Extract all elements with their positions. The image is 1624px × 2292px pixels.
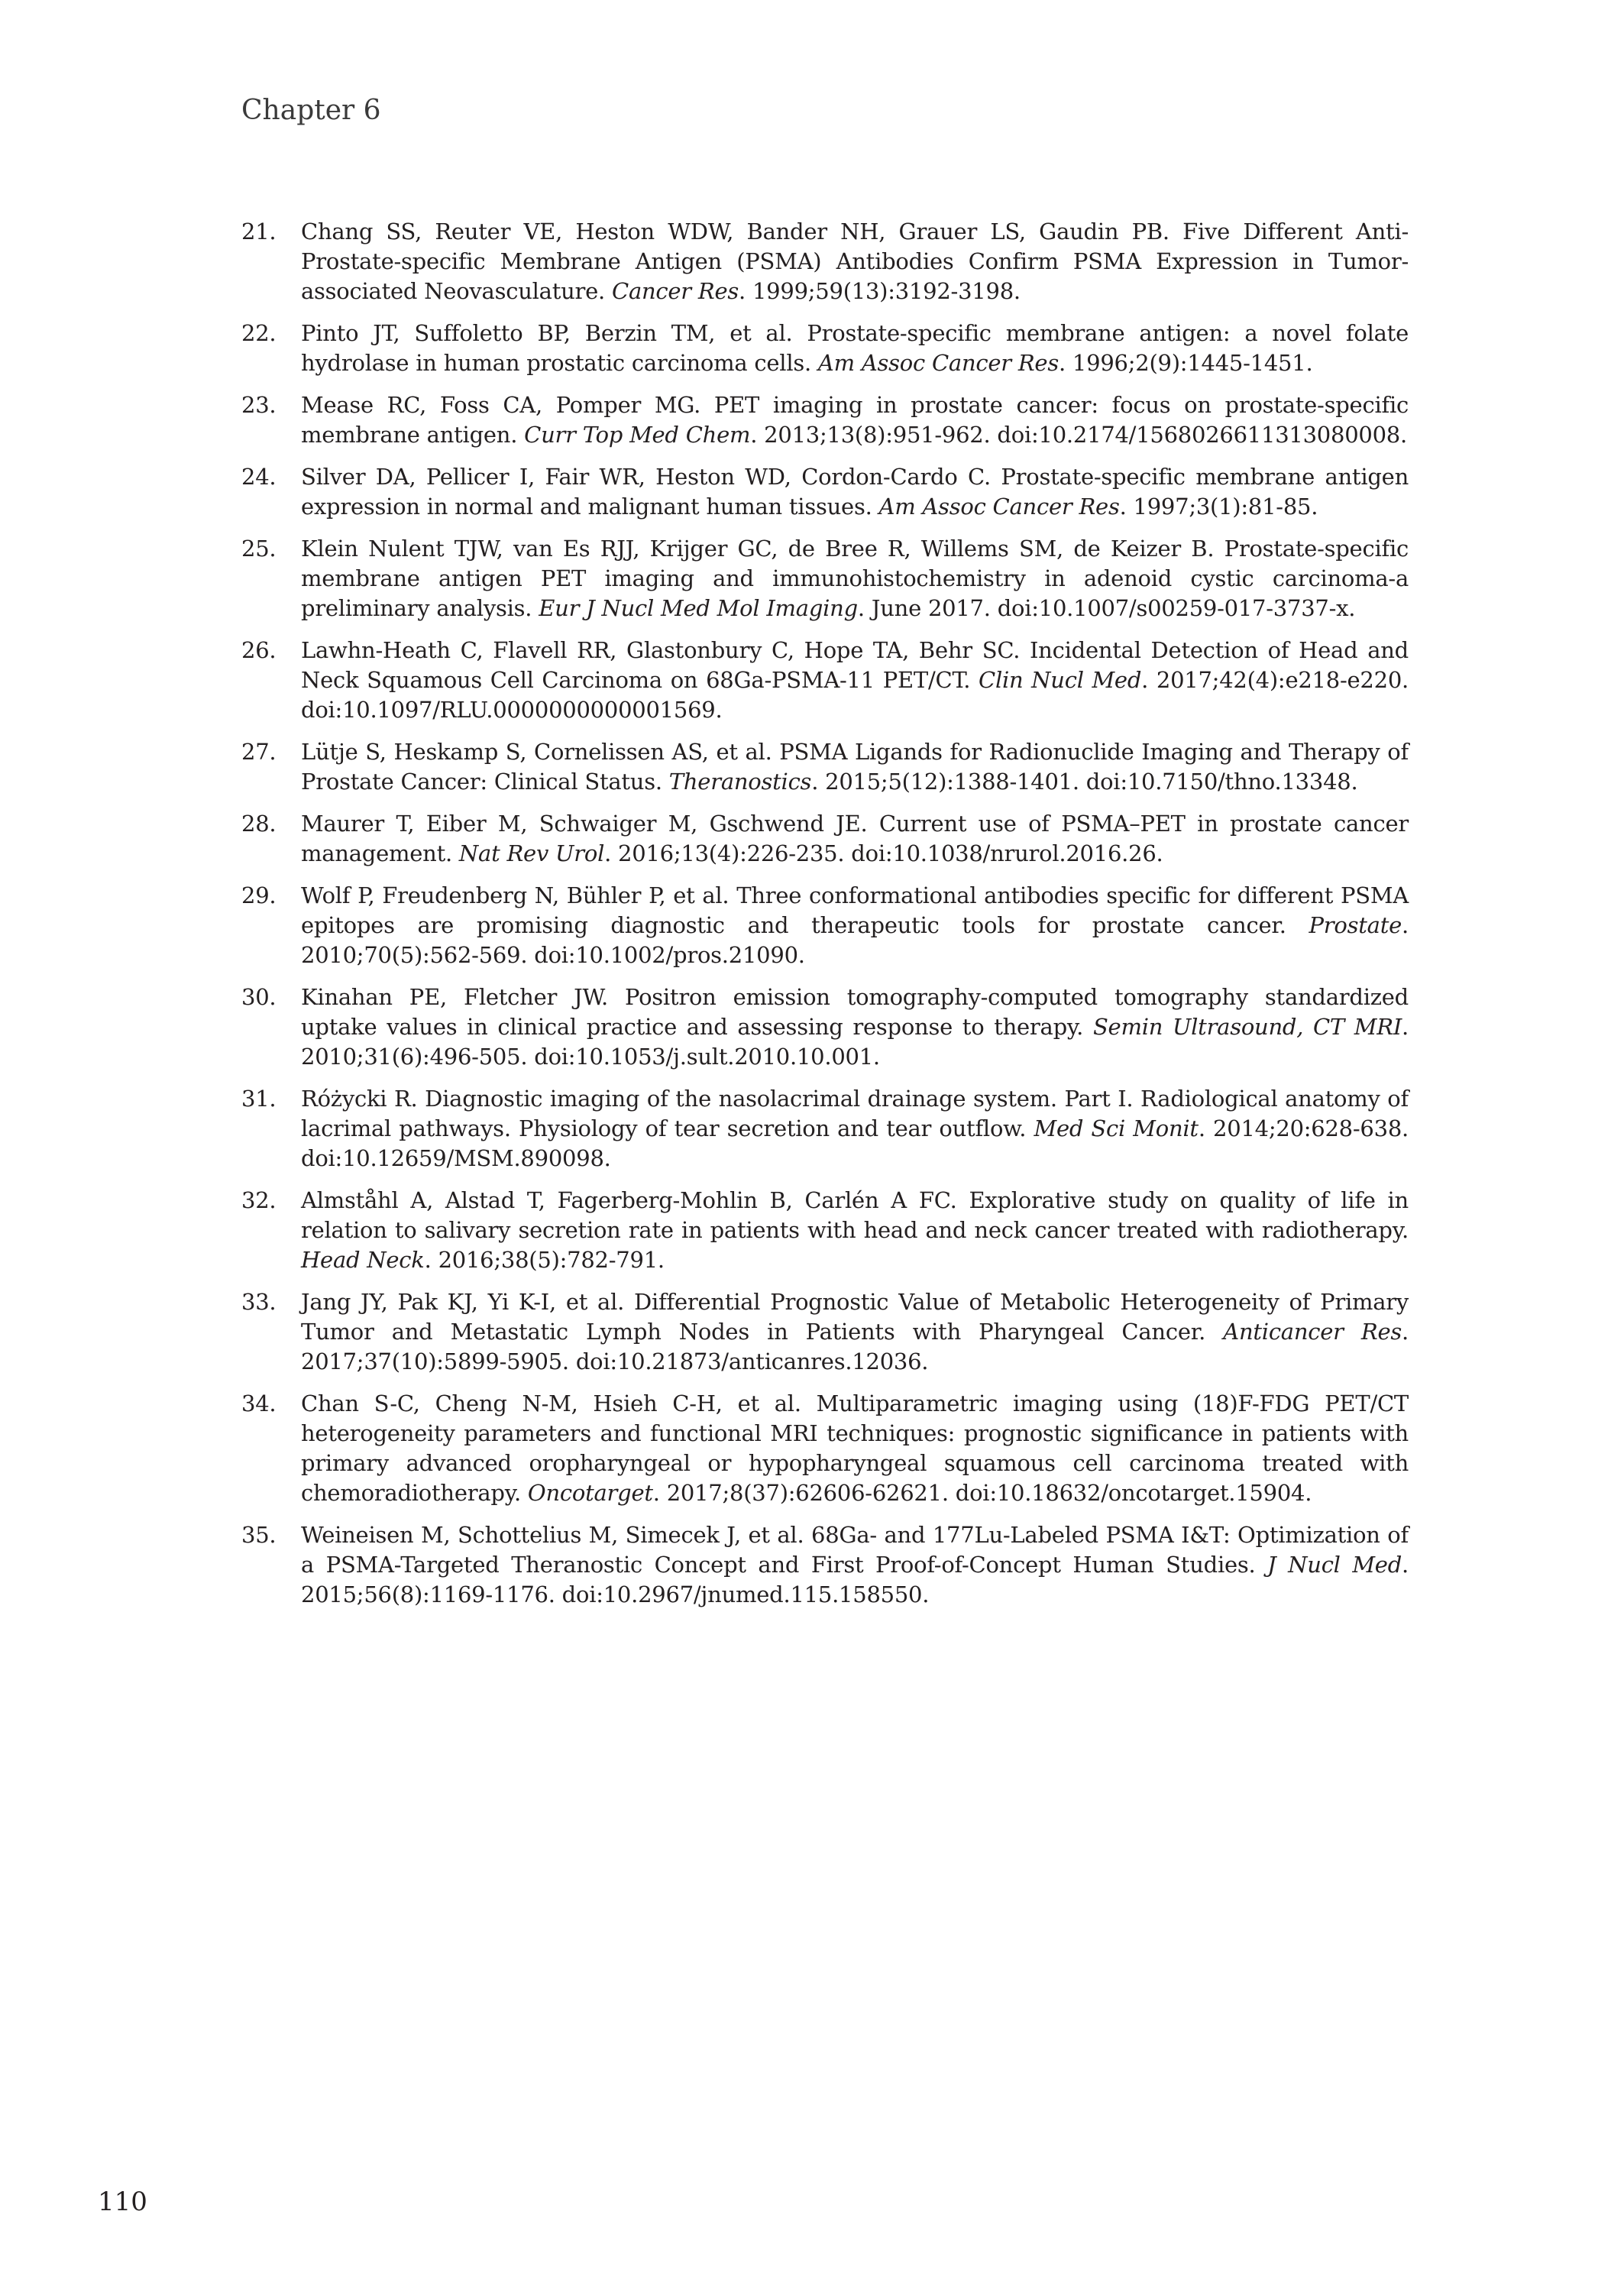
reference-citation: . 1999;59(13):3192-3198. xyxy=(739,278,1021,304)
reference-text xyxy=(301,1187,1409,1273)
reference-number: 35. xyxy=(241,1522,277,1548)
reference-number: 34. xyxy=(241,1390,277,1416)
reference-citation: . 2015;5(12):1388-1401. doi:10.7150/thno.13348. xyxy=(811,769,1358,795)
reference-authors-title: Mease RC, Foss CA, Pomper MG. PET imaging in prostate cancer: focus on prostate-specific membrane antigen. xyxy=(301,392,1409,448)
reference-item xyxy=(241,462,1409,522)
reference-text xyxy=(301,637,1409,723)
reference-journal: Med Sci Monit xyxy=(1034,1115,1199,1141)
reference-citation: . 2010;70(5):562-569. doi:10.1002/pros.21090. xyxy=(301,912,1409,968)
reference-citation: . 1996;2(9):1445-1451. xyxy=(1058,350,1313,376)
reference-number: 28. xyxy=(241,811,277,837)
reference-citation: . 2016;38(5):782-791. xyxy=(424,1247,665,1273)
reference-authors-title: Klein Nulent TJW, van Es RJJ, Krijger GC, de Bree R, Willems SM, de Keizer B. Prostate-specific membrane antigen PET imaging and immunohistochemistry in adenoid cystic carcinoma-a preliminary analysis. xyxy=(301,536,1409,621)
reference-citation: . 2017;42(4):e218-e220. doi:10.1097/RLU.0000000000001569. xyxy=(301,667,1409,723)
reference-citation: . 2013;13(8):951-962. doi:10.2174/1568026611313080008. xyxy=(750,422,1407,448)
reference-authors-title: Almståhl A, Alstad T, Fagerberg-Mohlin B, Carlén A FC. Explorative study on quality of life in relation to salivary secretion rate in patients with head and neck cancer treated with radiotherapy. xyxy=(301,1187,1409,1243)
reference-text xyxy=(301,1390,1409,1506)
reference-number: 30. xyxy=(241,984,277,1010)
reference-item xyxy=(241,1186,1409,1275)
reference-citation: . 2010;31(6):496-505. doi:10.1053/j.sult.2010.10.001. xyxy=(301,1014,1409,1070)
reference-item xyxy=(241,1520,1409,1610)
reference-text xyxy=(301,219,1409,304)
reference-text xyxy=(301,392,1409,448)
reference-number: 24. xyxy=(241,464,277,490)
reference-item xyxy=(241,809,1409,869)
reference-citation: . 2017;37(10):5899-5905. doi:10.21873/anticanres.12036. xyxy=(301,1319,1409,1374)
reference-number: 25. xyxy=(241,536,277,562)
reference-journal: Semin Ultrasound, CT MRI xyxy=(1092,1014,1402,1040)
chapter-header: Chapter 6 xyxy=(241,95,381,126)
reference-citation: . 2016;13(4):226-235. doi:10.1038/nrurol.2016.26. xyxy=(604,840,1163,866)
reference-authors-title: Kinahan PE, Fletcher JW. Positron emission tomography-computed tomography standardized uptake values in clinical practice and assessing response to therapy. xyxy=(301,984,1409,1040)
reference-journal: Am Assoc Cancer Res xyxy=(817,350,1059,376)
reference-text xyxy=(301,464,1409,520)
reference-citation: . 2014;20:628-638. doi:10.12659/MSM.890098. xyxy=(301,1115,1409,1171)
reference-number: 27. xyxy=(241,739,277,765)
reference-text xyxy=(301,739,1409,795)
reference-text xyxy=(301,1289,1409,1374)
reference-text xyxy=(301,811,1409,866)
page-number: 110 xyxy=(98,2187,147,2217)
reference-journal: Prostate xyxy=(1309,912,1402,938)
reference-authors-title: Chang SS, Reuter VE, Heston WDW, Bander NH, Grauer LS, Gaudin PB. Five Different Anti-Prostate-specific Membrane Antigen (PSMA) Antibodies Confirm PSMA Expression in Tumor-associated Neovasculature. xyxy=(301,219,1409,304)
reference-number: 23. xyxy=(241,392,277,418)
reference-journal: Clin Nucl Med xyxy=(979,667,1142,693)
reference-authors-title: Jang JY, Pak KJ, Yi K-I, et al. Differential Prognostic Value of Metabolic Heterogeneity of Primary Tumor and Metastatic Lymph Nodes in Patients with Pharyngeal Cancer. xyxy=(301,1289,1409,1345)
reference-text xyxy=(301,1522,1409,1607)
reference-item xyxy=(241,636,1409,725)
reference-text xyxy=(301,1086,1409,1171)
reference-item xyxy=(241,534,1409,623)
reference-citation: . 2015;56(8):1169-1176. doi:10.2967/jnumed.115.158550. xyxy=(301,1552,1409,1607)
reference-item xyxy=(241,881,1409,970)
reference-text xyxy=(301,536,1409,621)
reference-number: 32. xyxy=(241,1187,277,1213)
reference-item xyxy=(241,1287,1409,1377)
reference-authors-title: Różycki R. Diagnostic imaging of the nasolacrimal drainage system. Part I. Radiological anatomy of lacrimal pathways. Physiology of tear secretion and tear outflow. xyxy=(301,1086,1409,1141)
reference-journal: Theranostics xyxy=(668,769,812,795)
reference-citation: . 1997;3(1):81-85. xyxy=(1119,494,1318,520)
reference-item xyxy=(241,983,1409,1072)
reference-number: 21. xyxy=(241,219,277,244)
reference-journal: Am Assoc Cancer Res xyxy=(878,494,1120,520)
reference-journal: J Nucl Med xyxy=(1267,1552,1402,1578)
reference-item xyxy=(241,1084,1409,1174)
reference-item xyxy=(241,737,1409,797)
reference-journal: Head Neck xyxy=(301,1247,425,1273)
reference-text xyxy=(301,882,1409,968)
reference-journal: Curr Top Med Chem xyxy=(524,422,751,448)
reference-text xyxy=(301,984,1409,1070)
reference-authors-title: Pinto JT, Suffoletto BP, Berzin TM, et al. Prostate-specific membrane antigen: a novel folate hydrolase in human prostatic carcinoma cells. xyxy=(301,320,1409,376)
reference-authors-title: Silver DA, Pellicer I, Fair WR, Heston WD, Cordon-Cardo C. Prostate-specific membrane antigen expression in normal and malignant human tissues. xyxy=(301,464,1409,520)
reference-text xyxy=(301,320,1409,376)
reference-journal: Oncotarget xyxy=(527,1480,653,1506)
reference-item xyxy=(241,217,1409,306)
reference-authors-title: Lütje S, Heskamp S, Cornelissen AS, et al. PSMA Ligands for Radionuclide Imaging and Therapy of Prostate Cancer: Clinical Status. xyxy=(301,739,1409,795)
reference-number: 26. xyxy=(241,637,277,663)
reference-authors-title: Lawhn-Heath C, Flavell RR, Glastonbury C, Hope TA, Behr SC. Incidental Detection of Head and Neck Squamous Cell Carcinoma on 68Ga-PSMA-11 PET/CT. xyxy=(301,637,1409,693)
reference-authors-title: Chan S-C, Cheng N-M, Hsieh C-H, et al. Multiparametric imaging using (18)F-FDG PET/CT heterogeneity parameters and functional MRI techniques: prognostic significance in patients with primary advanced oropharyngeal or hypopharyngeal squamous cell carcinoma treated with chemoradiotherapy. xyxy=(301,1390,1409,1506)
reference-journal: Cancer Res xyxy=(612,278,739,304)
reference-citation: . June 2017. doi:10.1007/s00259-017-3737-x. xyxy=(857,595,1356,621)
reference-number: 29. xyxy=(241,882,277,908)
reference-number: 22. xyxy=(241,320,277,346)
reference-journal: Nat Rev Urol xyxy=(458,840,605,866)
reference-authors-title: Maurer T, Eiber M, Schwaiger M, Gschwend JE. Current use of PSMA–PET in prostate cancer management. xyxy=(301,811,1409,866)
reference-item xyxy=(241,319,1409,378)
reference-number: 31. xyxy=(241,1086,277,1112)
reference-journal: Eur J Nucl Med Mol Imaging xyxy=(539,595,858,621)
reference-citation: . 2017;8(37):62606-62621. doi:10.18632/oncotarget.15904. xyxy=(652,1480,1312,1506)
reference-item xyxy=(241,390,1409,450)
reference-list xyxy=(241,217,1409,1622)
reference-item xyxy=(241,1389,1409,1508)
reference-number: 33. xyxy=(241,1289,277,1315)
reference-journal: Anticancer Res xyxy=(1223,1319,1402,1345)
reference-authors-title: Wolf P, Freudenberg N, Bühler P, et al. Three conformational antibodies specific for different PSMA epitopes are promising diagnostic and therapeutic tools for prostate cancer. xyxy=(301,882,1409,938)
reference-authors-title: Weineisen M, Schottelius M, Simecek J, et al. 68Ga- and 177Lu-Labeled PSMA I&T: Optimization of a PSMA-Targeted Theranostic Concept and First Proof-of-Concept Human Studies. xyxy=(301,1522,1409,1578)
